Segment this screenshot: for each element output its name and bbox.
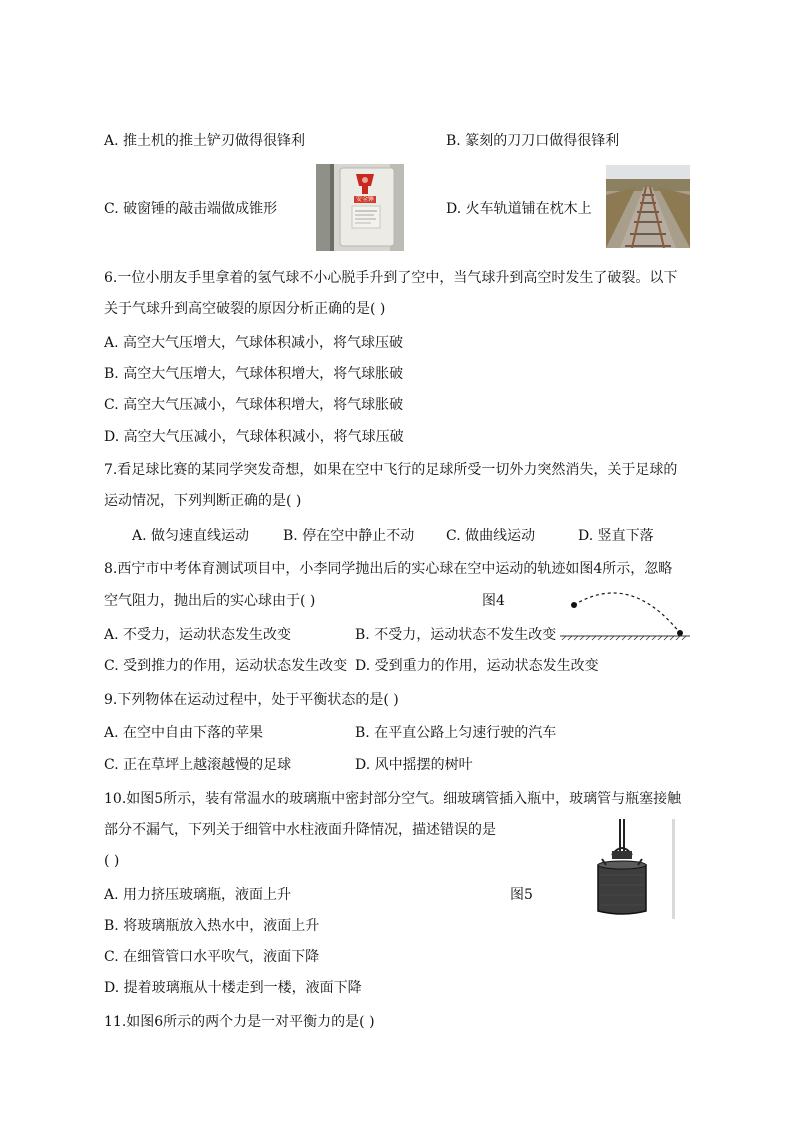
ball-trajectory-path <box>574 593 680 633</box>
q7-option-d: D. 竖直下落 <box>578 528 654 544</box>
bottle-stopper <box>612 851 632 859</box>
q7-option-a: A. 做匀速直线运动 <box>132 528 250 544</box>
q9-option-d: D. 风中摇摆的树叶 <box>355 757 473 773</box>
q10-option-a: A. 用力挤压玻璃瓶，液面上升 <box>104 887 292 903</box>
q8-stem-line1: 8.西宁市中考体育测试项目中，小李同学抛出后的实心球在空中运动的轨迹如图4所示，忽略 <box>104 561 673 577</box>
q5-option-a: A. 推土机的推土铲刃做得很锋利 <box>104 133 306 149</box>
q10-stem-line1: 10.如图5所示，装有常温水的玻璃瓶中密封部分空气。细玻璃管插入瓶中，玻璃管与瓶塞接触 <box>104 791 682 807</box>
q6-option-b: B. 高空大气压增大，气球体积增大，将气球胀破 <box>104 366 404 382</box>
q8-stem-line2: 空气阻力，抛出后的实心球由于( ) <box>104 593 316 609</box>
q5-option-b: B. 篆刻的刀刀口做得很锋利 <box>446 133 620 149</box>
q11-stem: 11.如图6所示的两个力是一对平衡力的是( ) <box>104 1014 375 1030</box>
glass-bottle <box>598 865 646 914</box>
q6-option-a: A. 高空大气压增大，气球体积减小，将气球压破 <box>104 335 404 351</box>
q5-option-c: C. 破窗锤的敲击端做成锥形 <box>104 201 278 217</box>
ball-start-point <box>571 602 577 608</box>
q9-option-c: C. 正在草坪上越滚越慢的足球 <box>104 757 292 773</box>
figure-4-trajectory-diagram <box>560 585 692 645</box>
railway-track-photo <box>606 165 690 248</box>
figure-5-label: 图5 <box>510 887 533 903</box>
q5-option-d: D. 火车轨道铺在枕木上 <box>446 201 592 217</box>
q7-stem-line1: 7.看足球比赛的某同学突发奇想，如果在空中飞行的足球所受一切外力突然消失，关于足球的 <box>104 462 678 478</box>
hammer-sign-text: 安全锤 <box>355 196 374 203</box>
q7-option-c: C. 做曲线运动 <box>446 528 536 544</box>
q9-option-b: B. 在平直公路上匀速行驶的汽车 <box>355 725 557 741</box>
q6-stem-line1: 6.一位小朋友手里拿着的氢气球不小心脱手升到了空中，当气球升到高空时发生了破裂。以下 <box>104 270 678 286</box>
q7-stem-line2: 运动情况，下列判断正确的是( ) <box>104 493 302 509</box>
q10-stem-line2: 部分不漏气，下列关于细管中水柱液面升降情况，描述错误的是 <box>104 822 496 838</box>
q6-stem-line2: 关于气球升到高空破裂的原因分析正确的是( ) <box>104 301 386 317</box>
q9-option-a: A. 在空中自由下落的苹果 <box>104 725 264 741</box>
ground-hatch <box>562 636 686 640</box>
q6-option-d: D. 高空大气压减小，气球体积减小，将气球压破 <box>104 429 404 445</box>
q8-option-a: A. 不受力，运动状态发生改变 <box>104 627 292 643</box>
q10-stem-line3: ( ) <box>104 853 120 869</box>
figure-5-bottle-diagram <box>572 815 676 919</box>
q8-option-d: D. 受到重力的作用，运动状态发生改变 <box>355 658 599 674</box>
q10-option-b: B. 将玻璃瓶放入热水中，液面上升 <box>104 918 320 934</box>
safety-hammer-photo <box>316 164 404 251</box>
q10-option-d: D. 提着玻璃瓶从十楼走到一楼，液面下降 <box>104 980 362 996</box>
q10-option-c: C. 在细管管口水平吹气，液面下降 <box>104 949 320 965</box>
q7-option-b: B. 停在空中静止不动 <box>283 528 415 544</box>
figure-4-label: 图4 <box>482 593 505 609</box>
ball-landing-point <box>677 630 683 636</box>
q9-stem: 9.下列物体在运动过程中，处于平衡状态的是( ) <box>104 692 399 708</box>
q8-option-b: B. 不受力，运动状态不发生改变 <box>355 627 557 643</box>
q8-option-c: C. 受到推力的作用，运动状态发生改变 <box>104 658 348 674</box>
q6-option-c: C. 高空大气压减小，气球体积增大，将气球胀破 <box>104 397 404 413</box>
